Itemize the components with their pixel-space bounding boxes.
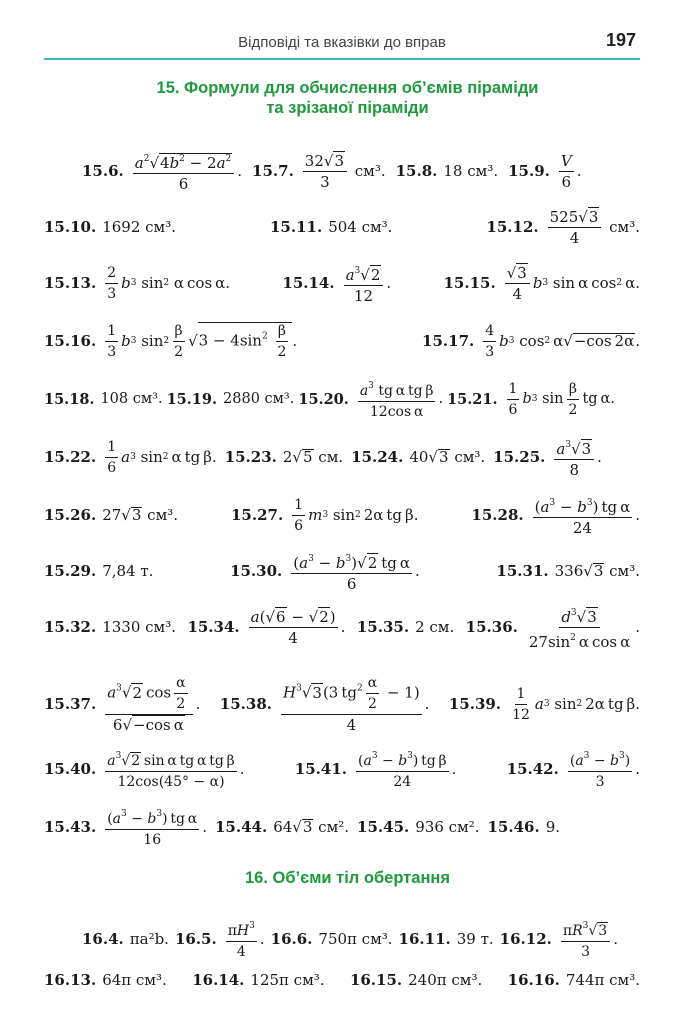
- answer-15-41: 15.41. $\frac{(a^3 - b^3) tg \beta}{24}$ .: [295, 748, 457, 790]
- answer-16-14: 16.14. 125π см³.: [192, 971, 325, 989]
- answer-15-12: 15.12. $\frac{525√3}{4}$ см³.: [486, 207, 640, 247]
- answer-row: [44, 950, 640, 1010]
- answer-15-30: 15.30. $\frac{(a^3 - b^3)√2 tg \alpha}{6}$ .: [230, 551, 420, 592]
- answer-16-5: 16.5. $\frac{\pi H^3}{4}$ .: [175, 918, 265, 960]
- answer-row: [44, 366, 640, 432]
- answer-15-36: 15.36. $\frac{d^3√3}{27\sin^2 \alpha \cos \alpha}$ .: [466, 605, 640, 650]
- answer-15-29: 15.29. 7,84 т.: [44, 562, 154, 580]
- answer-row: [44, 736, 640, 802]
- answer-15-28: 15.28. $\frac{(a^3 - b^3) tg \alpha}{24}$ .: [471, 495, 640, 536]
- answer-row: [44, 308, 640, 374]
- answer-15-13: 15.13. $\frac{2}{3}$ b 3 sin 2 α cos α.: [44, 264, 231, 302]
- answer-15-25: 15.25. $\frac{a^3√3}{8}$ .: [493, 437, 602, 478]
- answer-16-12: 16.12. $\frac{\pi R^3√3}{3}$ .: [500, 918, 618, 960]
- section-15-title: 15. Формули для обчислення об’ємів піраміди та зрізаної піраміди: [156, 79, 539, 117]
- answer-row: [44, 424, 640, 490]
- answer-15-26: 15.26. 27√ 3 см³.: [44, 506, 179, 524]
- answer-15-38: 15.38. $H^3√3(3$ $tg^2$ $\frac{\alpha}{2}$ − 1) 4 .: [219, 675, 430, 734]
- answer-16-15: 16.15. 240π см³.: [349, 971, 483, 989]
- answer-15-44: 15.44. 64√ 3 см².: [215, 818, 350, 836]
- answer-16-4: 16.4. πa²b.: [82, 930, 169, 948]
- answer-15-8: 15.8. 18 см³.: [395, 162, 499, 180]
- answer-15-15: 15.15. $\frac{√3}{4}$ b 3 sin α cos 2 α.: [443, 263, 640, 303]
- section-16-title: 16. Об’єми тіл обертання: [244, 869, 451, 887]
- answer-16-16: 16.16. 744π см³.: [507, 971, 640, 989]
- answer-15-22: 15.22. $\frac{1}{6}$ a 3 sin 2 α tg β.: [44, 438, 217, 476]
- answer-15-34: 15.34. $\frac{a(√6 - √2)}{4}$ .: [187, 607, 346, 647]
- page-number: 197: [605, 30, 636, 50]
- answer-15-18: 15.18. 108 см³.: [44, 390, 163, 408]
- running-title: Відповіді та вказівки до вправ: [238, 34, 446, 51]
- answer-15-11: 15.11. 504 см³.: [269, 218, 393, 236]
- answer-16-6: 16.6. 750π см³.: [270, 930, 393, 948]
- answer-row: [44, 664, 640, 744]
- answer-15-10: 15.10. 1692 см³.: [44, 218, 176, 236]
- answer-15-32: 15.32. 1330 см³.: [44, 618, 176, 636]
- answer-15-24: 15.24. 40√ 3 см³.: [351, 448, 486, 466]
- answer-15-9: 15.9. $\frac{V}{6}$ .: [508, 151, 582, 191]
- answer-15-23: 15.23. 2√ 5 см.: [224, 448, 344, 466]
- answer-16-11: 16.11. 39 т.: [398, 930, 494, 948]
- answer-15-37: 15.37. $a^3√2$ cos $\frac{\alpha}{2}$ 6√−cos α .: [44, 675, 201, 734]
- answer-15-21: 15.21. $\frac{1}{6}$ b 3 sin $\frac{\beta}{2}$ tg α.: [447, 380, 615, 418]
- answer-15-35: 15.35. 2 см.: [356, 618, 455, 636]
- answer-15-40: 15.40. $\frac{a^3√2 \sin \alpha tg \alpha tg \beta}{12\cos(45^\circ - \alpha)}$ .: [44, 748, 245, 790]
- answer-15-27: 15.27. $\frac{1}{6}$ m 3 sin 2 2α tg β.: [230, 496, 419, 534]
- answer-15-20: 15.20. $\frac{a^3 tg \alpha tg \beta}{\text{12cos α}}$ .: [298, 378, 443, 420]
- answer-row: [44, 794, 640, 860]
- answer-15-19: 15.19. 2880 см³.: [166, 390, 295, 408]
- answer-15-7: 15.7. $\frac{32√3}{3}$ см³.: [252, 151, 386, 191]
- page-header: [44, 28, 640, 60]
- answer-row: [44, 594, 640, 660]
- answer-16-13: 16.13. 64π см³.: [44, 971, 167, 989]
- answer-15-14: 15.14. $\frac{a^3√2}{12}$ .: [282, 263, 391, 304]
- answer-15-43: 15.43. $\frac{(a^3 - b^3) tg \alpha}{16}$ .: [44, 806, 207, 848]
- answer-15-17: 15.17. $\frac{4}{3}$ b 3 cos 2 α√ −cos 2α .: [422, 322, 640, 360]
- answer-15-39: 15.39. $\frac{1}{12}$ a 3 sin 2 2α tg β.: [448, 685, 640, 723]
- answer-15-31: 15.31. 336√ 3 см³.: [496, 562, 640, 580]
- answer-15-6: 15.6. $\frac{a^2√4b^2 - 2a^2}{6}$ .: [82, 151, 242, 192]
- answer-row: [44, 250, 640, 316]
- answer-15-45: 15.45. 936 см².: [357, 818, 480, 836]
- answer-15-16: 15.16. $\frac{1}{3}$ b 3 sin 2 $\frac{\beta}{2}$ √ $3 - 4\sin^2$ $\frac{\beta}{2}$ .: [44, 322, 298, 360]
- answer-15-46: 15.46. 9.: [487, 818, 560, 836]
- answer-15-42: 15.42. $\frac{(a^3 - b^3)}{3}$ .: [507, 748, 640, 790]
